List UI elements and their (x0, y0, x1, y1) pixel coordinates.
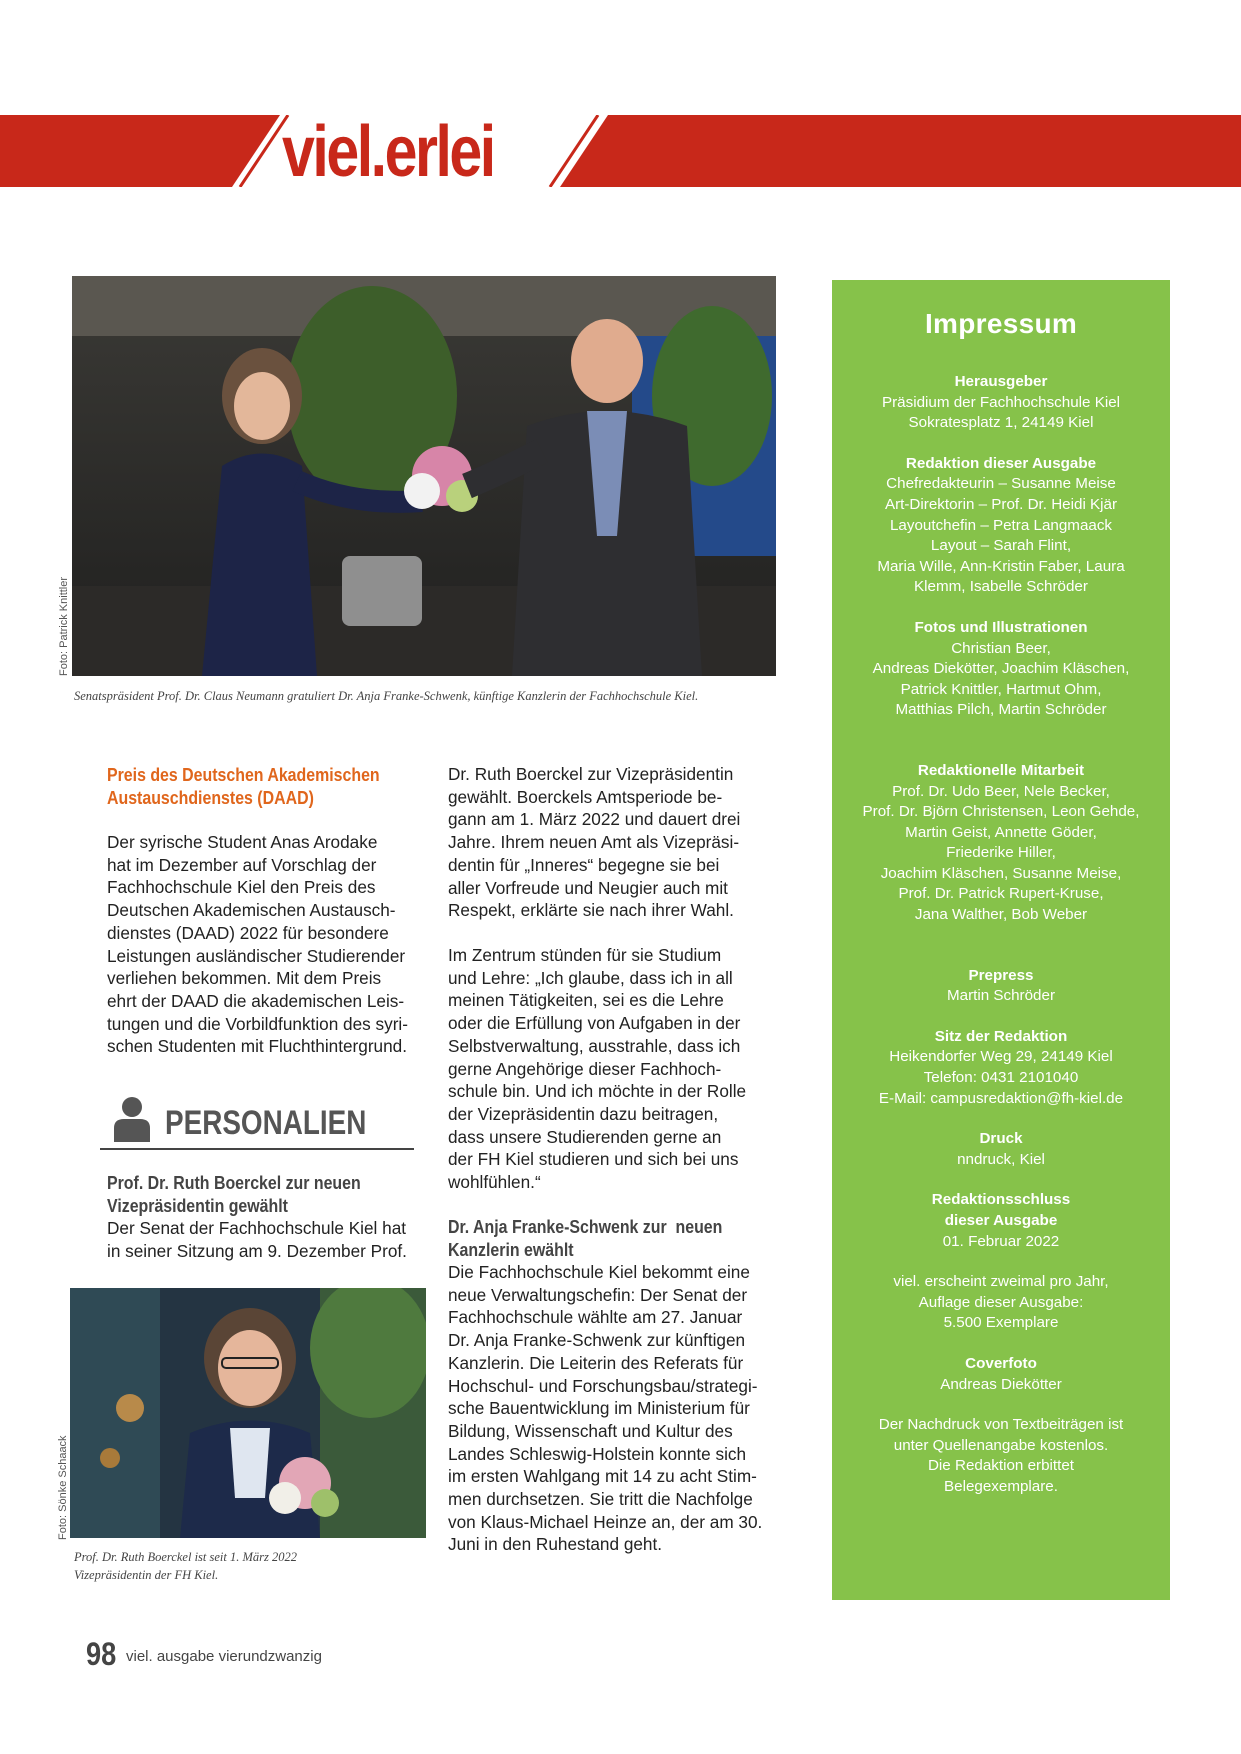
impressum-section (832, 1272, 1170, 1334)
daad-body: Der syrische Student Anas Arodake hat im Dezember auf Vorschlag der Fachhochschule Kiel den Preis des Deutschen Akademischen Austausch- dienstes (DAAD) 2022 für besondere Leistungen ausländischer Studierender verliehen bekommen. Mit dem Preis ehrt der DAAD die akademischen Leis- tungen und die Vorbildfunktion des syri- schen Studenten mit Fluchthintergrund. (107, 832, 408, 1057)
impressum-line: Matthias Pilch, Martin Schröder (895, 701, 1107, 719)
photo-top-image (72, 276, 776, 676)
photo-bottom-caption: Prof. Dr. Ruth Boerckel ist seit 1. März 2022 Vizepräsidentin der FH Kiel. (74, 1550, 298, 1582)
impressum-heading: Coverfoto (965, 1354, 1037, 1372)
impressum-line: Prof. Dr. Patrick Rupert-Kruse, (898, 885, 1104, 903)
impressum-line: Martin Schröder (946, 987, 1056, 1005)
boerckel-body: Der Senat der Fachhochschule Kiel hat in seiner Sitzung am 9. Dezember Prof. (107, 1218, 407, 1261)
impressum-box (832, 280, 1170, 1600)
impressum-section (832, 372, 1170, 434)
impressum-line: Layout – Sarah Flint, (930, 537, 1072, 555)
impressum-line: Präsidium der Fachhochschule Kiel (881, 393, 1121, 411)
impressum-line: Andreas Diekötter (940, 1375, 1062, 1393)
photo-top-caption: Senatspräsident Prof. Dr. Claus Neumann gratuliert Dr. Anja Franke-Schwenk, künftige Kanzlerin der Fachhochschule Kiel. (74, 689, 699, 703)
header-band (0, 115, 1241, 187)
impressum-line: Friederike Hiller, (946, 844, 1056, 862)
impressum-line: Prof. Dr. Björn Christensen, Leon Gehde, (862, 803, 1140, 821)
impressum-line: Layoutchefin – Petra Langmaack (889, 516, 1113, 534)
impressum-line: unter Quellenangabe kostenlos. (893, 1436, 1109, 1454)
impressum-heading: Redaktionsschluss dieser Ausgabe (931, 1191, 1071, 1229)
impressum-line: Belegexemplare. (944, 1477, 1058, 1495)
impressum-line: Martin Geist, Annette Göder, (905, 823, 1097, 841)
person-icon (112, 1096, 152, 1142)
impressum-line: Auflage dieser Ausgabe: (918, 1293, 1084, 1311)
boerckel-quote: Im Zentrum stünden für sie Studium und Lehre: „Ich glaube, dass ich in all meinen Tätigkeiten, sei es die Lehre oder die Erfüllung von Aufgaben in der Selbstverwaltung, ausstrahle, dass ich gerne Angehörige dieser Fachhoch- schule bin. Und ich möchte in der Rolle der Vizepräsidentin dazu beitragen, dass unsere Studierenden gerne an der FH Kiel studieren und sich bei uns wohlfühlen.“ (448, 945, 747, 1193)
impressum-line: Heikendorfer Weg 29, 24149 Kiel (889, 1048, 1113, 1066)
personalien-label: PERSONALIEN (165, 1104, 367, 1142)
section-title: viel.erlei (282, 112, 494, 192)
impressum-line: viel. erscheint zweimal pro Jahr, (893, 1273, 1109, 1291)
photo-top-credit: Foto: Patrick Knittler (58, 576, 70, 676)
impressum-heading: Sitz der Redaktion (934, 1027, 1068, 1045)
impressum-heading: Prepress (968, 966, 1034, 984)
impressum-heading: Druck (979, 1130, 1023, 1148)
impressum-section (832, 1027, 1170, 1109)
impressum-line: Joachim Kläschen, Susanne Meise, (880, 864, 1122, 882)
photo-bottom (70, 1288, 426, 1538)
impressum-line: Patrick Knittler, Hartmut Ohm, (900, 680, 1102, 698)
daad-heading: Preis des Deutschen Akademischen Austauschdienstes (DAAD) (107, 764, 380, 808)
impressum-title: Impressum (924, 308, 1078, 339)
franke-body: Die Fachhochschule Kiel bekommt eine neue Verwaltungschefin: Der Senat der Fachhochschule wählte am 27. Januar Dr. Anja Franke-Schwenk zur künftigen Kanzlerin. Die Leiterin des Referats für Hochschul- und Forschungsbau/strategi- sche Bauentwicklung im Ministerium für Bildung, Wissenschaft und Kultur des Landes Schleswig-Holstein konnte sich im ersten Wahlgang mit 14 zu acht Stim- men durchsetzen. Sie tritt die Nachfolge von Klaus-Michael Heinze an, der am 30. Juni in den Ruhestand geht. (448, 1262, 763, 1555)
boerckel-continued: Dr. Ruth Boerckel zur Vizepräsidentin gewählt. Boerckels Amtsperiode be- gann am 1. März 2022 und dauert drei Jahre. Ihrem neuen Amt als Vizepräsi- dentin für „Inneres“ begegne sie bei aller Vorfreude und Neugier auch mit Respekt, erklärte sie nach ihrer Wahl. (448, 764, 741, 921)
impressum-line: Sokratesplatz 1, 24149 Kiel (908, 414, 1094, 432)
impressum-line: Chefredakteurin – Susanne Meise (886, 475, 1116, 493)
page-number: 98 (86, 1636, 117, 1672)
impressum-line: Christian Beer, (951, 639, 1051, 657)
photo-bottom-credit: Foto: Sönke Schaack (57, 1435, 69, 1540)
impressum-heading: Fotos und Illustrationen (914, 618, 1088, 636)
impressum-line: Die Redaktion erbittet (927, 1457, 1075, 1475)
impressum-line: Andreas Diekötter, Joachim Kläschen, (872, 660, 1130, 678)
impressum-line: Art-Direktorin – Prof. Dr. Heidi Kjär (884, 495, 1118, 513)
impressum-section (832, 618, 1170, 721)
impressum-section (832, 454, 1170, 598)
impressum-section (832, 1354, 1170, 1395)
impressum-section (832, 966, 1170, 1007)
impressum-line: 01. Februar 2022 (942, 1232, 1060, 1250)
impressum-line: Telefon: 0431 2101040 (923, 1069, 1079, 1087)
impressum-section (832, 761, 1170, 926)
impressum-line: Klemm, Isabelle Schröder (914, 578, 1088, 596)
impressum-line: Prof. Dr. Udo Beer, Nele Becker, (892, 782, 1110, 800)
impressum-line: Maria Wille, Ann-Kristin Faber, Laura (877, 557, 1125, 575)
boerckel-heading: Prof. Dr. Ruth Boerckel zur neuen Vizepräsidentin gewählt (107, 1172, 361, 1216)
impressum-line: nndruck, Kiel (957, 1150, 1045, 1168)
impressum-line: Der Nachdruck von Textbeiträgen ist (878, 1416, 1124, 1434)
franke-heading: Dr. Anja Franke-Schwenk zur neuen Kanzlerin ewählt (448, 1216, 723, 1260)
photo-top (72, 276, 776, 676)
impressum-line: 5.500 Exemplare (943, 1314, 1059, 1332)
issue-label: viel. ausgabe vierundzwanzig (126, 1648, 322, 1665)
impressum-heading: Redaktionelle Mitarbeit (917, 761, 1085, 779)
impressum-section (832, 1190, 1170, 1252)
impressum-line: Jana Walther, Bob Weber (914, 906, 1088, 924)
impressum-heading: Herausgeber (954, 373, 1048, 390)
impressum-email[interactable]: E-Mail: campusredaktion@fh-kiel.de (878, 1089, 1124, 1107)
impressum-section (832, 1129, 1170, 1170)
impressum-section (832, 1415, 1170, 1497)
impressum-heading: Redaktion dieser Ausgabe (905, 454, 1097, 472)
photo-bottom-image (70, 1288, 426, 1538)
impressum-sections (832, 372, 1170, 1498)
